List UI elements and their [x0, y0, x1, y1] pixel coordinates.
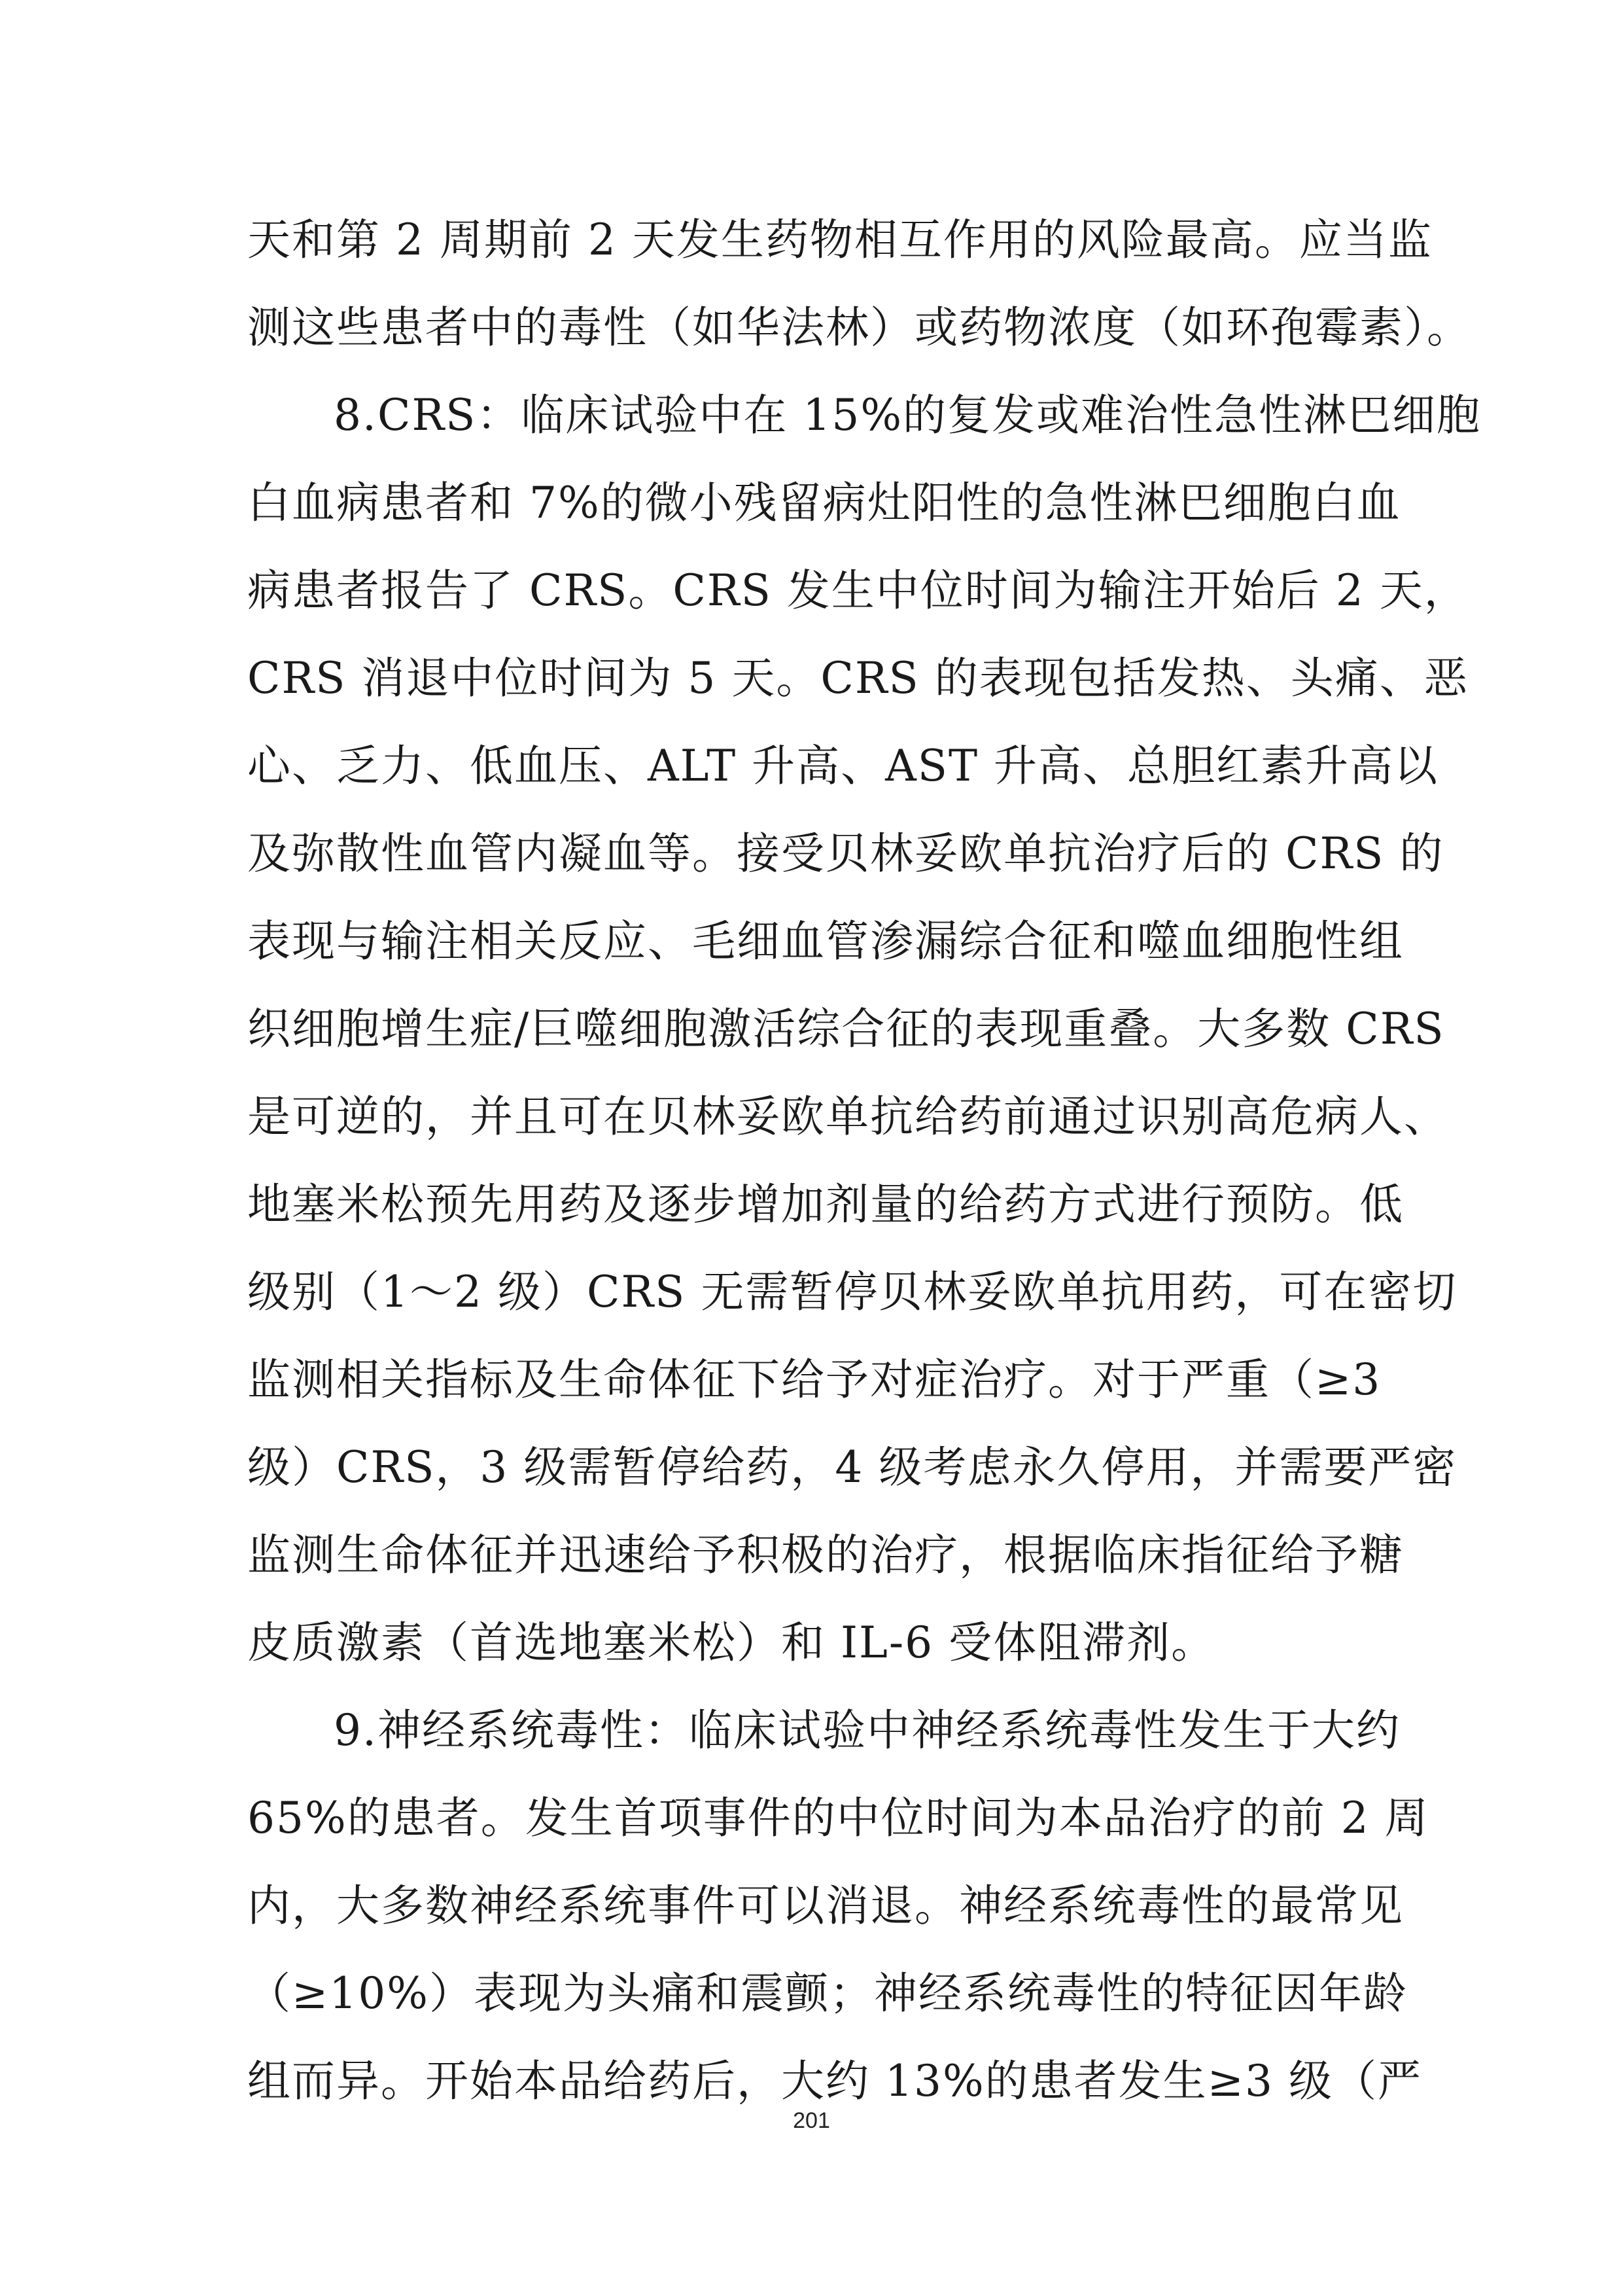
text-line: 测这些患者中的毒性（如华法林）或药物浓度（如环孢霉素）。 [247, 302, 1471, 353]
text-line: 表现与输注相关反应、毛细血管渗漏综合征和噬血细胞性组 [247, 916, 1404, 966]
text-line: 监测生命体征并迅速给予积极的治疗，根据临床指征给予糖 [247, 1530, 1404, 1580]
text-line: 心、乏力、低血压、ALT 升高、AST 升高、总胆红素升高以 [247, 741, 1439, 791]
text-line: 级别（1～2 级）CRS 无需暂停贝林妥欧单抗用药，可在密切 [247, 1267, 1457, 1317]
text-line: 地塞米松预先用药及逐步增加剂量的给药方式进行预防。低 [247, 1179, 1404, 1229]
text-line: 监测相关指标及生命体征下给予对症治疗。对于严重（≥3 [247, 1354, 1382, 1405]
text-line: 皮质激素（首选地塞米松）和 IL-6 受体阻滞剂。 [247, 1617, 1216, 1668]
text-line: 65%的患者。发生首项事件的中位时间为本品治疗的前 2 周 [247, 1793, 1429, 1843]
text-line: 9.神经系统毒性：临床试验中神经系统毒性发生于大约 [334, 1705, 1401, 1756]
text-line: 是可逆的，并且可在贝林妥欧单抗给药前通过识别高危病人、 [247, 1091, 1448, 1142]
text-line: 组而异。开始本品给药后，大约 13%的患者发生≥3 级（严 [247, 2056, 1422, 2106]
body-text [247, 196, 1482, 2125]
text-line: CRS 消退中位时间为 5 天。CRS 的表现包括发热、头痛、恶 [247, 653, 1469, 703]
text-line: 天和第 2 周期前 2 天发生药物相互作用的风险最高。应当监 [247, 215, 1433, 265]
page-number: 201 [793, 2108, 830, 2133]
text-line: （≥10%）表现为头痛和震颤；神经系统毒性的特征因年龄 [247, 1968, 1408, 2019]
text-line: 级）CRS，3 级需暂停给药，4 级考虑永久停用，并需要严密 [247, 1442, 1457, 1492]
text-line: 白血病患者和 7%的微小残留病灶阳性的急性淋巴细胞白血 [247, 478, 1401, 528]
text-line: 内，大多数神经系统事件可以消退。神经系统毒性的最常见 [247, 1881, 1404, 1931]
text-line: 及弥散性血管内凝血等。接受贝林妥欧单抗治疗后的 CRS 的 [247, 828, 1444, 879]
text-line: 8.CRS：临床试验中在 15%的复发或难治性急性淋巴细胞 [334, 390, 1482, 440]
text-line: 织细胞增生症/巨噬细胞激活综合征的表现重叠。大多数 CRS [247, 1004, 1445, 1054]
text-line: 病患者报告了 CRS。CRS 发生中位时间为输注开始后 2 天， [247, 565, 1469, 616]
